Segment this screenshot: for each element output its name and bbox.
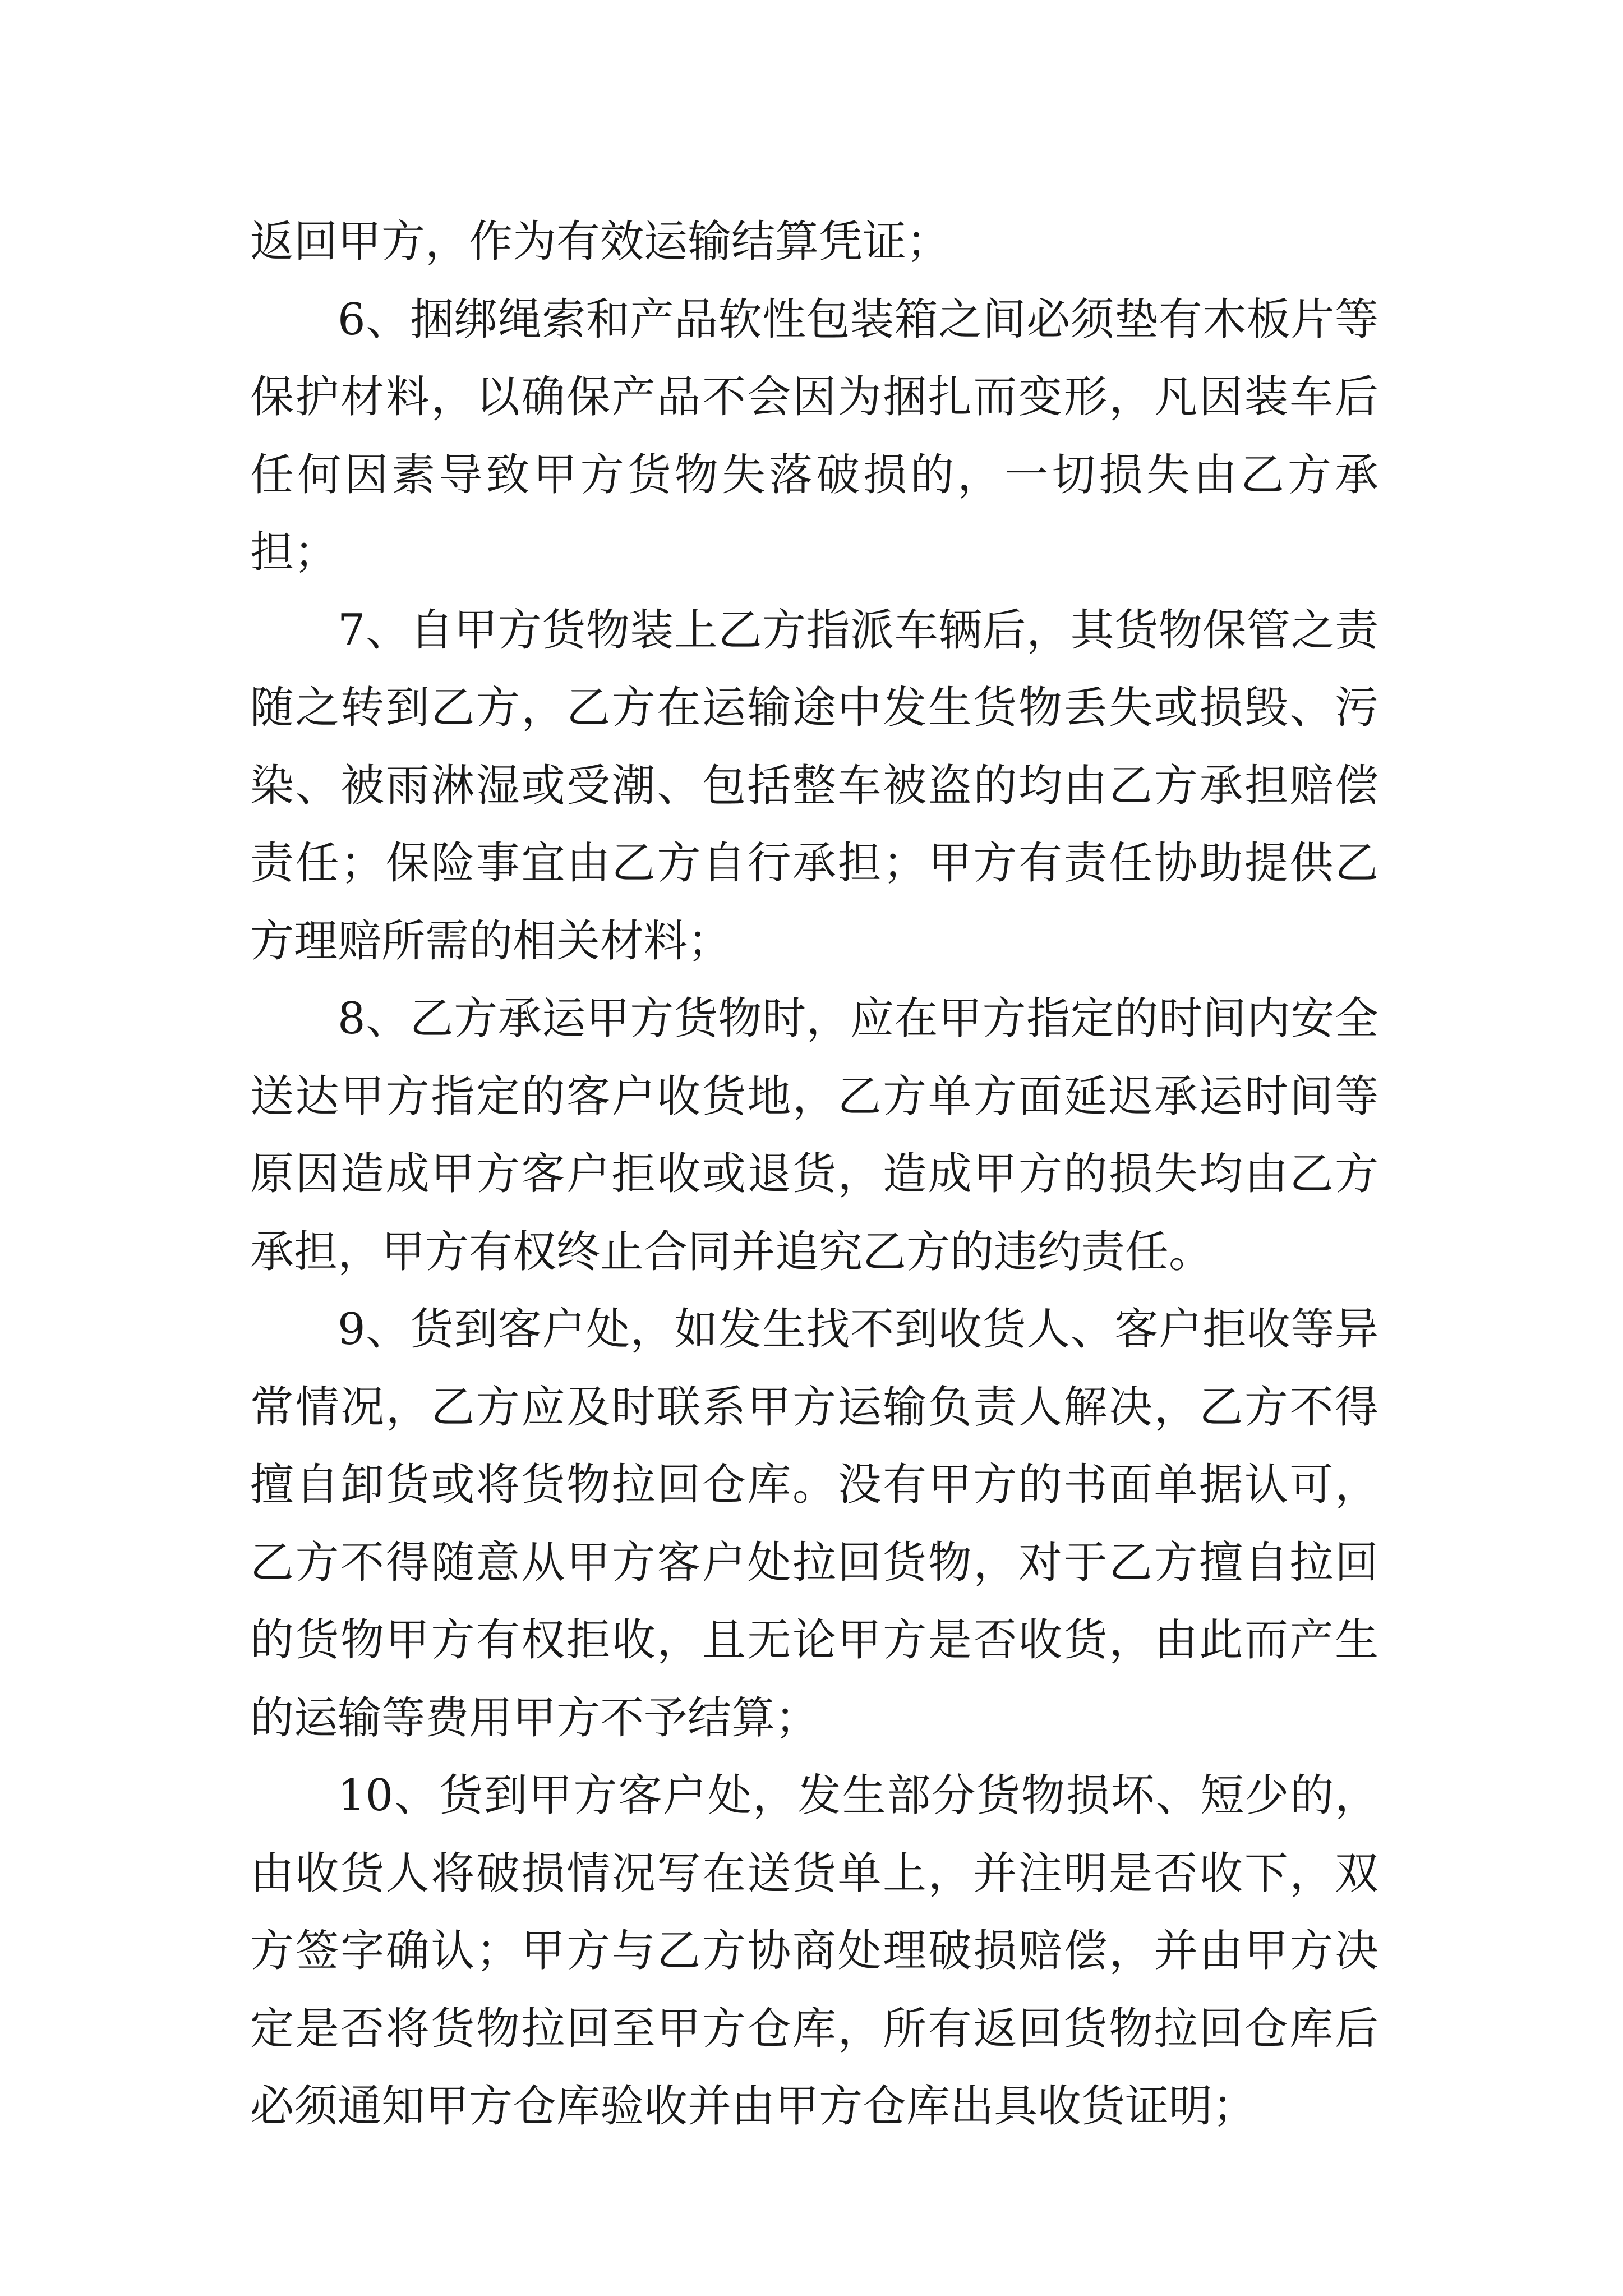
- paragraph-continuation: 返回甲方，作为有效运输结算凭证；: [250, 217, 951, 267]
- paragraph-clause-6: 6、捆绑绳索和产品软性包装箱之间必须垫有木板片等保护材料，以确保产品不会因为捆扎而变形，凡因装车后任何因素导致甲方货物失落破损的，一切损失由乙方承担；: [250, 294, 1378, 578]
- paragraph-clause-9: 9、货到客户处，如发生找不到收货人、客户拒收等异常情况，乙方应及时联系甲方运输负责人解决，乙方不得擅自卸货或将货物拉回仓库。没有甲方的书面单据认可，乙方不得随意从甲方客户处拉回货物，对于乙方擅自拉回的货物甲方有权拒收，且无论甲方是否收货，由此而产生的运输等费用甲方不予结算；: [250, 1304, 1378, 1743]
- paragraph-clause-7: 7、自甲方货物装上乙方指派车辆后，其货物保管之责随之转到乙方，乙方在运输途中发生货物丢失或损毁、污染、被雨淋湿或受潮、包括整车被盗的均由乙方承担赔偿责任；保险事宜由乙方自行承担；甲方有责任协助提供乙方理赔所需的相关材料；: [250, 605, 1378, 967]
- paragraph-clause-10: 10、货到甲方客户处，发生部分货物损坏、短少的，由收货人将破损情况写在送货单上，并注明是否收下，双方签字确认；甲方与乙方协商处理破损赔偿，并由甲方决定是否将货物拉回至甲方仓库，所有返回货物拉回仓库后必须通知甲方仓库验收并由甲方仓库出具收货证明；: [250, 1770, 1378, 2132]
- document-body: [250, 203, 1378, 2146]
- paragraph-clause-8: 8、乙方承运甲方货物时，应在甲方指定的时间内安全送达甲方指定的客户收货地，乙方单方面延迟承运时间等原因造成甲方客户拒收或退货，造成甲方的损失均由乙方承担，甲方有权终止合同并追究乙方的违约责任。: [250, 993, 1378, 1277]
